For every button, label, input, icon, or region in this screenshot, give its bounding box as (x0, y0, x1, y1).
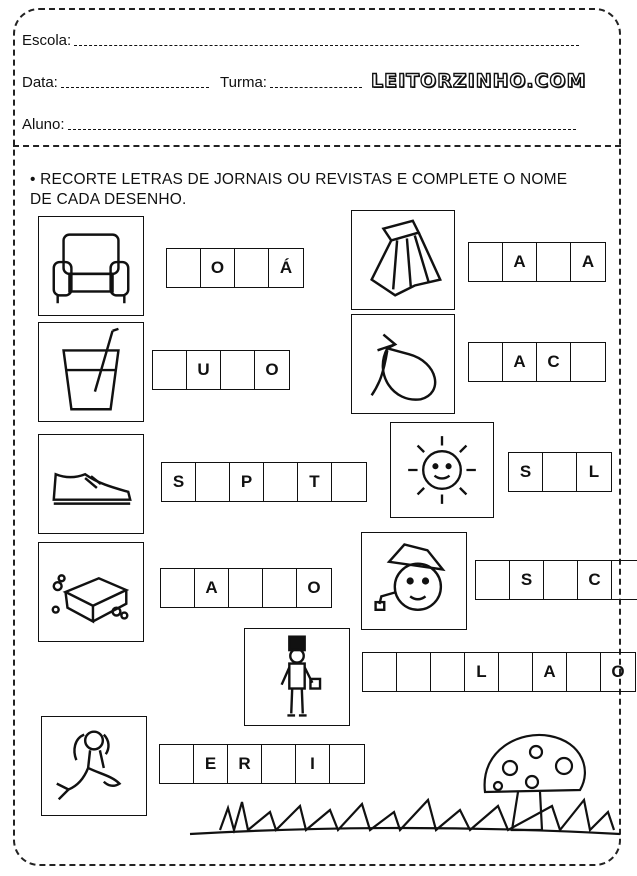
escola-label: Escola: (22, 32, 72, 49)
letter-cell[interactable]: I (296, 745, 330, 783)
letter-cell[interactable] (469, 243, 503, 281)
instruction-text (30, 170, 615, 210)
letter-cell[interactable]: S (510, 561, 544, 599)
grass-mushroom-decoration (180, 730, 620, 850)
letter-cell[interactable] (161, 569, 195, 607)
data-label: Data: (22, 74, 58, 91)
answer-boxes-armchair (166, 248, 304, 288)
glass-with-straw-icon (38, 322, 144, 422)
instruction-line-1: • RECORTE LETRAS DE JORNAIS OU REVISTAS E COMPLETE O NOME (30, 171, 568, 188)
letter-cell[interactable]: A (503, 243, 537, 281)
letter-cell[interactable]: Á (279, 258, 293, 277)
answer-boxes-shoe (161, 462, 367, 502)
turma-line[interactable] (270, 87, 362, 88)
answer-boxes-glass (152, 350, 290, 390)
sun-icon (390, 422, 494, 518)
skirt-icon (351, 210, 455, 310)
letter-cell[interactable]: C (537, 343, 571, 381)
site-logo: LEITORZINHO.COM (371, 70, 587, 92)
letter-cell[interactable]: E (194, 745, 228, 783)
letter-cell[interactable]: U (187, 351, 221, 389)
toy-soldier-icon (244, 628, 350, 726)
letter-cell[interactable] (363, 653, 397, 691)
letter-cell[interactable] (469, 343, 503, 381)
letter-cell[interactable] (196, 463, 230, 501)
letter-cell[interactable] (544, 561, 578, 599)
letter-cell[interactable]: O (201, 249, 235, 287)
letter-cell[interactable] (229, 569, 263, 607)
letter-cell[interactable] (571, 343, 605, 381)
letter-cell[interactable]: L (588, 462, 600, 481)
escola-field[interactable] (22, 32, 579, 49)
answer-boxes-sun (508, 452, 612, 492)
answer-boxes-sailor (475, 560, 637, 600)
letter-cell[interactable] (537, 243, 571, 281)
armchair-icon (38, 216, 144, 316)
sailor-icon (361, 532, 467, 630)
letter-cell[interactable]: C (578, 561, 612, 599)
answer-boxes-sack (468, 342, 606, 382)
turma-label: Turma: (220, 74, 267, 91)
letter-cell[interactable]: R (228, 745, 262, 783)
letter-cell[interactable] (264, 463, 298, 501)
data-line[interactable] (61, 87, 209, 88)
aluno-label: Aluno: (22, 116, 65, 133)
letter-cell[interactable] (397, 653, 431, 691)
letter-cell[interactable]: S (162, 463, 196, 501)
letter-cell[interactable]: O (265, 360, 279, 379)
letter-cell[interactable] (167, 249, 201, 287)
letter-cell[interactable]: T (298, 463, 332, 501)
data-field[interactable] (22, 74, 209, 91)
header-divider (13, 145, 621, 147)
letter-cell[interactable]: L (465, 653, 499, 691)
letter-cell[interactable] (476, 561, 510, 599)
letter-cell[interactable] (221, 351, 255, 389)
instruction-line-2: DE CADA DESENHO. (30, 191, 187, 208)
letter-cell[interactable]: A (581, 252, 595, 271)
answer-boxes-soldier (362, 652, 636, 692)
letter-cell[interactable]: O (307, 578, 321, 597)
mermaid-icon (41, 716, 147, 816)
escola-line[interactable] (74, 45, 579, 46)
answer-boxes-skirt (468, 242, 606, 282)
letter-cell[interactable]: A (195, 569, 229, 607)
letter-cell[interactable] (431, 653, 465, 691)
letter-cell[interactable] (332, 463, 366, 501)
letter-cell[interactable] (263, 569, 297, 607)
letter-cell[interactable]: A (503, 343, 537, 381)
shoe-icon (38, 434, 144, 534)
turma-field[interactable] (220, 74, 362, 91)
letter-cell[interactable]: A (533, 653, 567, 691)
letter-cell[interactable]: P (230, 463, 264, 501)
letter-cell[interactable] (543, 453, 577, 491)
soap-icon (38, 542, 144, 642)
letter-cell[interactable] (567, 653, 601, 691)
sack-icon (351, 314, 455, 414)
letter-cell[interactable] (499, 653, 533, 691)
letter-cell[interactable]: S (509, 453, 543, 491)
letter-cell[interactable] (612, 561, 637, 599)
letter-cell[interactable] (235, 249, 269, 287)
answer-boxes-soap (160, 568, 332, 608)
aluno-line[interactable] (68, 129, 576, 130)
letter-cell[interactable] (153, 351, 187, 389)
aluno-field[interactable] (22, 116, 576, 133)
letter-cell[interactable]: O (611, 662, 625, 681)
